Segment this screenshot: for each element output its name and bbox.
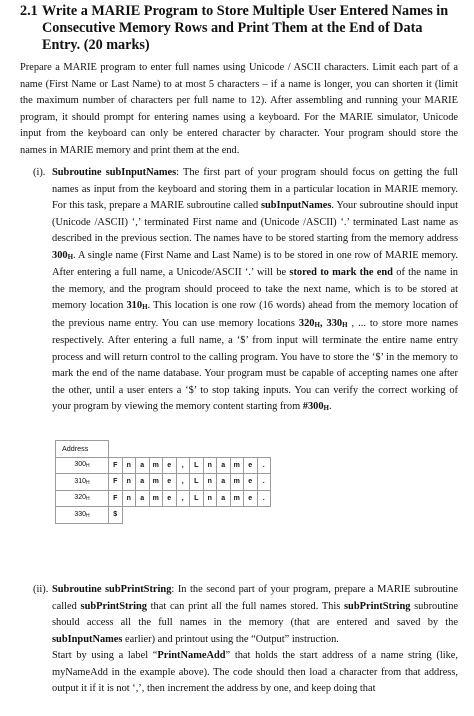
memory-cell: n: [122, 457, 136, 474]
memory-cell: L: [190, 457, 204, 474]
text-run: H: [142, 303, 148, 311]
memory-cell: e: [163, 457, 177, 474]
memory-row: [56, 457, 271, 474]
memory-cell: a: [136, 490, 150, 507]
memory-cell: a: [136, 457, 150, 474]
text-run: : The first part of your program should focus on getting the full names as input from the keyboard and storing them in a particular location in MARIE memory. For this task, prepare a MARIE subroutine called: [52, 167, 458, 211]
address-header: Address: [56, 441, 109, 458]
text-run: earlier) and printout using the “Output” instruction.: [122, 633, 339, 645]
memory-cell: a: [217, 490, 231, 507]
memory-cell: [230, 507, 244, 524]
text-run: Subroutine subInputNames: [52, 167, 177, 178]
text-run: subInputNames: [52, 633, 123, 645]
memory-cell: [163, 507, 177, 524]
memory-cell: m: [149, 474, 163, 491]
memory-address: 310H: [56, 474, 109, 491]
memory-cell: .: [257, 490, 271, 507]
memory-cell: m: [149, 457, 163, 474]
text-run: subInputNames: [260, 200, 332, 211]
memory-address: 300H: [56, 457, 109, 474]
text-run: .: [329, 401, 332, 412]
memory-cell: n: [122, 474, 136, 491]
memory-cell: ,: [176, 474, 190, 491]
memory-cell: a: [217, 457, 231, 474]
memory-cell: n: [203, 490, 217, 507]
memory-cell: [122, 507, 136, 524]
text-run: : In the second part of your program, prepare a MARIE subroutine called: [52, 584, 458, 612]
part-ii-text: [52, 584, 458, 694]
memory-cell: a: [136, 474, 150, 491]
memory-cell: [190, 507, 204, 524]
text-run: ,: [319, 317, 327, 329]
memory-cell: n: [203, 474, 217, 491]
memory-cell: m: [230, 457, 244, 474]
text-run: #300: [302, 401, 324, 412]
memory-cell: [136, 507, 150, 524]
text-run: that can print all the full names stored. This: [146, 600, 345, 612]
text-run: . Your subroutine should input (Unicode /ASCII) ‘,’ terminated First name and (Unicode /ASCII) ‘.’ terminated Last name as described in the previous section. The names have to be stored starting from the memory address: [52, 200, 458, 244]
text-run: H: [342, 320, 348, 329]
section-heading: [20, 3, 460, 54]
memory-cell: [257, 507, 271, 524]
memory-cell: n: [122, 490, 136, 507]
text-run: subroutine should access all the full names in the memory (that are entered and saved by the: [52, 600, 459, 628]
text-run: 300: [52, 249, 68, 261]
text-run: subPrintString: [80, 600, 147, 612]
text-run: 310: [126, 300, 143, 311]
text-run: subPrintString: [344, 600, 411, 612]
text-run: Prepare a MARIE program to enter full names using Unicode / ASCII characters. Limit each part of a name (First Name or Last Name) to at most 5 characters – if a name is longer, you can shorten it (limit the maximum number of characters per full name to 12). After assembling and running your MARIE program, it should prompt for entering names using a keyboard. For the MARIE simulator, Unicode input from the keyboard can only be entered character by character. Your program should store the names in MARIE memory and print them at the end.: [20, 62, 458, 156]
memory-cell: n: [203, 457, 217, 474]
text-run: PrintNameAdd: [157, 650, 226, 661]
memory-cell: L: [190, 490, 204, 507]
part-i-paragraph: [33, 165, 459, 417]
memory-cell: F: [109, 490, 123, 507]
part-i-marker: (i).: [33, 167, 46, 178]
memory-cell: .: [257, 457, 271, 474]
text-run: H: [67, 252, 74, 261]
memory-row: [56, 507, 271, 524]
text-run: . A single name (First Name and Last Name) is to be stored in one row of MARIE memory. After entering a full name, a Unicode/ASCII ‘.’ will be: [52, 249, 458, 278]
intro-paragraph: [20, 60, 458, 159]
memory-cell: e: [163, 474, 177, 491]
memory-cell: e: [244, 474, 258, 491]
text-run: ” that holds the start address of a name string (like, myNameAdd in the example above). The code should then load a character from that address, output it if it is not ‘,’, then increment the address by one, and keep doing that: [52, 650, 459, 694]
text-run: 320: [298, 317, 315, 329]
memory-cell: e: [244, 490, 258, 507]
memory-cell: [176, 507, 190, 524]
memory-cell: ,: [176, 490, 190, 507]
memory-cell: [203, 507, 217, 524]
part-i-text: [52, 167, 458, 412]
memory-cell: F: [109, 474, 123, 491]
text-run: Subroutine subPrintString: [52, 584, 172, 595]
part-ii-paragraph: [33, 582, 459, 698]
text-run: . This location is one row (16 words) ahead from the memory location of the previous name entry. You can use memory locations: [52, 300, 459, 329]
text-run: stored to mark the end: [289, 267, 393, 278]
part-ii-marker: (ii).: [33, 584, 49, 595]
memory-cell: m: [149, 490, 163, 507]
memory-cell: ,: [176, 457, 190, 474]
memory-cell: [149, 507, 163, 524]
memory-cell: m: [230, 474, 244, 491]
text-run: H: [314, 320, 320, 329]
header-spacer: [109, 441, 271, 458]
memory-cell: a: [217, 474, 231, 491]
section-title: Write a MARIE Program to Store Multiple User Entered Names in Consecutive Memory Rows and Print Them at the End of Data Entry. (20 marks): [42, 3, 449, 53]
section-number: 2.1: [20, 3, 38, 19]
text-run: , ... to store more names respectively. After entering a full name, a ‘$’ from input will terminate the entire name entry process and will return control to the calling program. You have to store the ‘$’ in the memory to mark the end of the name database. Your program must be capable of accepting names one after the other, until a user enters a ‘$’ to stop taking inputs. You can verify the correct working of your program by viewing the memory content starting from: [52, 317, 458, 412]
memory-cell: .: [257, 474, 271, 491]
memory-cell: $: [109, 507, 123, 524]
text-run: H: [323, 404, 329, 412]
memory-cell: [244, 507, 258, 524]
memory-cell: m: [230, 490, 244, 507]
text-run: 330: [326, 317, 343, 329]
text-run: Start by using a label “: [52, 650, 158, 661]
memory-cell: e: [244, 457, 258, 474]
memory-cell: e: [163, 490, 177, 507]
memory-cell: L: [190, 474, 204, 491]
memory-table: [55, 440, 271, 524]
text-run: of the name in the memory, and the program should proceed to take the next name, which is to be stored at memory location: [52, 267, 459, 311]
memory-row: [56, 490, 271, 507]
memory-cell: [217, 507, 231, 524]
memory-address: 320H: [56, 490, 109, 507]
memory-address: 330H: [56, 507, 109, 524]
memory-cell: F: [109, 457, 123, 474]
memory-row: [56, 474, 271, 491]
